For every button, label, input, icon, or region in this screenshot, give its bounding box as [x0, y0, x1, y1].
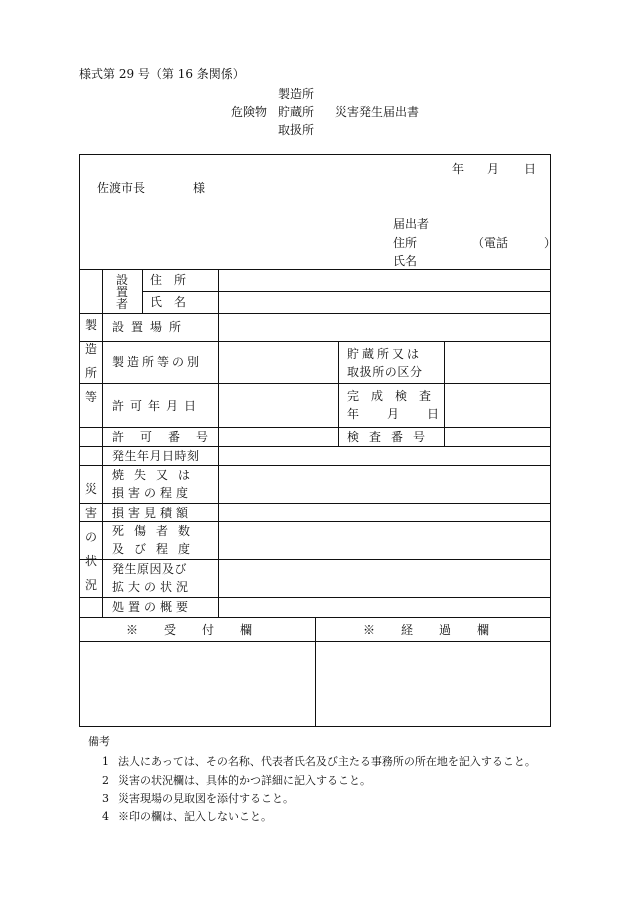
loss-label-1: 焼失又は	[112, 468, 201, 482]
divider-section	[80, 446, 550, 447]
mid-column-line	[338, 341, 339, 447]
casualties-label-2: 及び程度	[112, 542, 201, 556]
side-column-line	[102, 269, 103, 617]
cause-label-2: 拡大の状況	[112, 580, 193, 594]
notifier-label: 届出者	[393, 217, 430, 231]
note-item: 2 災害の状況欄は、具体的かつ詳細に記入すること。	[102, 774, 371, 787]
note-item: 1 法人にあっては、その名称、代表者氏名及び主たる事務所の所在地を記入すること。	[102, 755, 536, 768]
installer-column-line	[142, 269, 143, 313]
date-month: 月	[487, 162, 500, 176]
mid-column-line-2	[444, 341, 445, 447]
storage-class-label-2: 取扱所の区分	[347, 365, 423, 379]
cause-label-1: 発生原因及び	[112, 562, 188, 576]
date-day: 日	[524, 162, 537, 176]
title-option-manufacturing: 製造所	[278, 87, 315, 101]
permit-number-label: 許可番号	[112, 430, 225, 444]
title-prefix: 危険物	[231, 105, 268, 119]
divider	[80, 597, 550, 598]
occurred-label: 発生年月日時刻	[112, 449, 200, 463]
divider	[142, 291, 550, 292]
location-label: 設置場所	[112, 320, 189, 334]
installer-name-label: 氏 名	[150, 295, 187, 309]
reception-header: ※受付欄	[126, 623, 279, 637]
document-title: 災害発生届出書	[335, 105, 420, 119]
title-option-handling: 取扱所	[278, 123, 315, 137]
divider	[80, 521, 550, 522]
installer-label: 設置者	[115, 273, 128, 311]
note-item: 4 ※印の欄は、記入しないこと。	[102, 810, 272, 823]
address-label: 住所	[393, 236, 418, 250]
divider	[80, 465, 550, 466]
loss-label-2: 損害の程度	[112, 486, 193, 500]
inspection-date-label-1: 完成検査	[347, 389, 444, 403]
addressee: 佐渡市長	[97, 181, 146, 195]
measures-label: 処置の概要	[112, 600, 193, 614]
factory-side-label: 製造所等	[84, 318, 97, 404]
divider	[80, 383, 550, 384]
divider	[80, 341, 550, 342]
divider	[80, 313, 550, 314]
inspection-number-label: 検査番号	[347, 430, 436, 444]
storage-class-label-1: 貯蔵所又は	[347, 347, 423, 361]
name-label: 氏名	[393, 254, 418, 268]
disaster-side-label: 災害の状況	[84, 482, 97, 592]
form-frame	[79, 154, 557, 727]
title-option-storage: 貯蔵所	[278, 105, 315, 119]
date-year: 年	[452, 162, 465, 176]
installer-address-label: 住 所	[150, 273, 187, 287]
casualties-label-1: 死傷者数	[112, 524, 201, 538]
divider	[80, 503, 550, 504]
divider	[80, 427, 550, 428]
notes-heading: 備考	[88, 735, 110, 748]
phone-label: （電話 ）	[472, 236, 557, 250]
inspection-date-label-2: 年月日	[347, 407, 468, 421]
divider	[80, 559, 550, 560]
progress-header: ※経過欄	[363, 623, 516, 637]
note-item: 3 災害現場の見取図を添付すること。	[102, 792, 294, 805]
permit-date-label: 許可年月日	[112, 399, 203, 413]
divider-top	[80, 269, 550, 270]
form-number: 様式第 29 号（第 16 条関係）	[79, 67, 245, 81]
footer-column-line	[315, 617, 316, 727]
facility-type-label: 製造所等の別	[112, 355, 203, 369]
honorific: 様	[193, 181, 206, 195]
estimate-label: 損害見積額	[112, 506, 193, 520]
